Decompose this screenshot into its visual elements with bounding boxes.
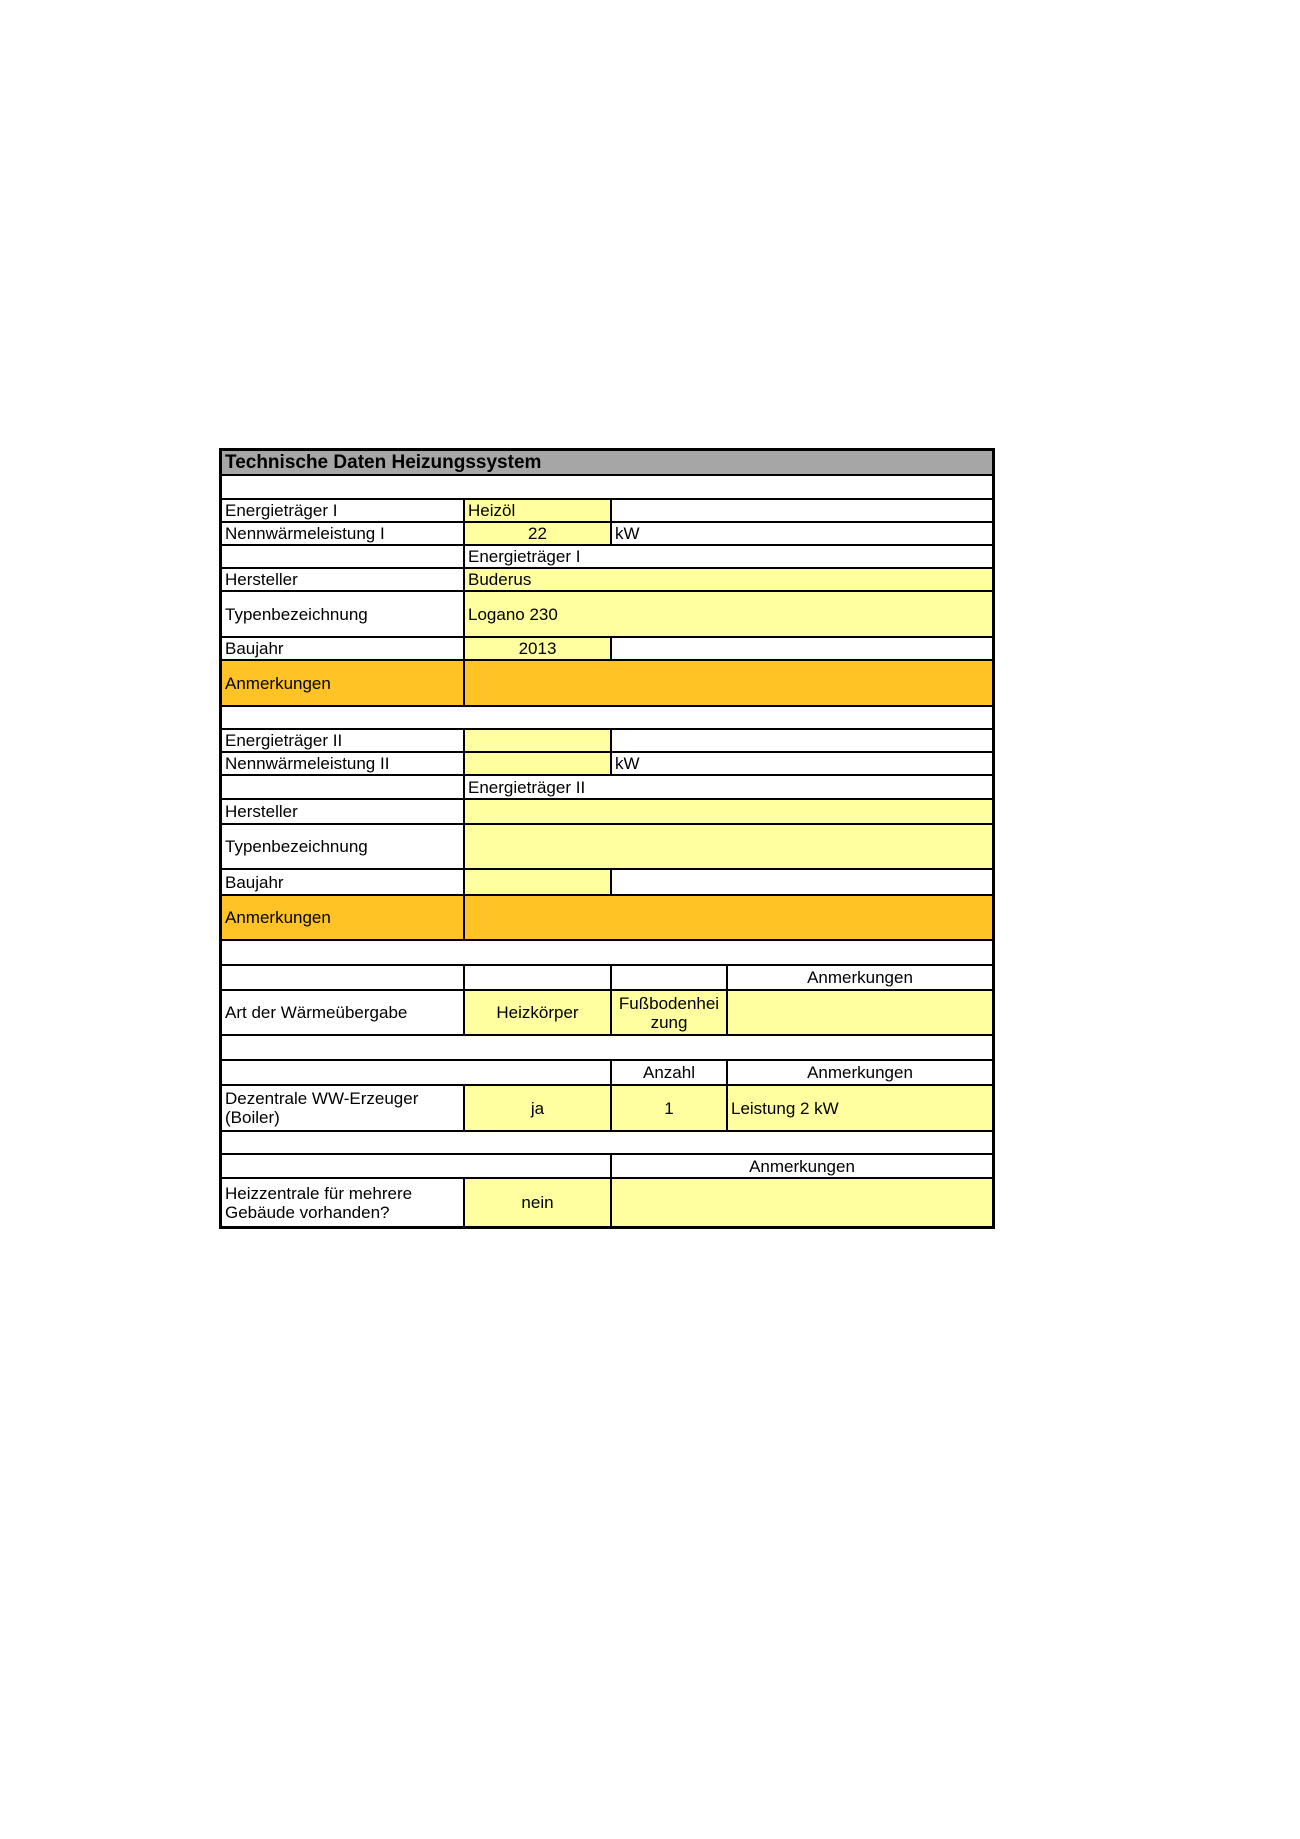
- energietraeger-2-field[interactable]: [464, 729, 611, 752]
- anmerkungen-2-field[interactable]: [464, 895, 993, 940]
- blank-cell: [464, 965, 611, 990]
- typ-2-label: Typenbezeichnung: [221, 824, 464, 869]
- typ-1-field[interactable]: Logano 230: [464, 591, 993, 637]
- blank-cell: [221, 775, 464, 799]
- waermeuebergabe-anmerkungen-field[interactable]: [727, 990, 993, 1035]
- ww-anzahl-header: Anzahl: [611, 1060, 727, 1085]
- baujahr-1-field[interactable]: 2013: [464, 637, 611, 660]
- ww-erzeuger-field[interactable]: ja: [464, 1085, 611, 1131]
- energietraeger-1-label: Energieträger I: [221, 499, 464, 522]
- anmerkungen-1-label: Anmerkungen: [221, 660, 464, 706]
- waermeuebergabe-option-fussbodenheizung[interactable]: Fußbodenhei zung: [611, 990, 727, 1035]
- typ-1-label: Typenbezeichnung: [221, 591, 464, 637]
- blank-cell: [221, 1060, 611, 1085]
- blank-cell: [611, 637, 993, 660]
- heizzentrale-field[interactable]: nein: [464, 1178, 611, 1227]
- baujahr-2-label: Baujahr: [221, 869, 464, 895]
- spacer-row: [221, 706, 993, 729]
- anmerkungen-1-field[interactable]: [464, 660, 993, 706]
- spacer-row: [221, 1035, 993, 1060]
- energietraeger-2-subheader: Energieträger II: [464, 775, 993, 799]
- ww-anmerkungen-header: Anmerkungen: [727, 1060, 993, 1085]
- energietraeger-1-subheader: Energieträger I: [464, 545, 993, 568]
- baujahr-2-field[interactable]: [464, 869, 611, 895]
- waermeuebergabe-anmerkungen-header: Anmerkungen: [727, 965, 993, 990]
- energietraeger-1-field[interactable]: Heizöl: [464, 499, 611, 522]
- ww-anmerkungen-field[interactable]: Leistung 2 kW: [727, 1085, 993, 1131]
- spacer-row: [221, 1131, 993, 1154]
- hersteller-2-label: Hersteller: [221, 799, 464, 824]
- ww-erzeuger-label: Dezentrale WW-Erzeuger (Boiler): [221, 1085, 464, 1131]
- energietraeger-2-label: Energieträger II: [221, 729, 464, 752]
- blank-cell: [221, 1154, 611, 1178]
- blank-cell: [611, 869, 993, 895]
- sheet-title: Technische Daten Heizungssystem: [221, 450, 993, 475]
- waermeuebergabe-label: Art der Wärmeübergabe: [221, 990, 464, 1035]
- hersteller-1-label: Hersteller: [221, 568, 464, 591]
- leistung-1-field[interactable]: 22: [464, 522, 611, 545]
- anmerkungen-2-label: Anmerkungen: [221, 895, 464, 940]
- blank-cell: [221, 545, 464, 568]
- leistung-1-unit: kW: [611, 522, 993, 545]
- waermeuebergabe-option-heizkoerper[interactable]: Heizkörper: [464, 990, 611, 1035]
- spacer-row: [221, 940, 993, 965]
- typ-2-field[interactable]: [464, 824, 993, 869]
- baujahr-1-label: Baujahr: [221, 637, 464, 660]
- heizzentrale-anmerkungen-header: Anmerkungen: [611, 1154, 993, 1178]
- leistung-1-label: Nennwärmeleistung I: [221, 522, 464, 545]
- leistung-2-label: Nennwärmeleistung II: [221, 752, 464, 775]
- hersteller-2-field[interactable]: [464, 799, 993, 824]
- blank-cell: [611, 499, 993, 522]
- blank-cell: [611, 729, 993, 752]
- blank-cell: [611, 965, 727, 990]
- spacer-row: [221, 475, 993, 499]
- hersteller-1-field[interactable]: Buderus: [464, 568, 993, 591]
- ww-anzahl-field[interactable]: 1: [611, 1085, 727, 1131]
- heizzentrale-label: Heizzentrale für mehrere Gebäude vorhanden?: [221, 1178, 464, 1227]
- heizzentrale-anmerkungen-field[interactable]: [611, 1178, 993, 1227]
- leistung-2-field[interactable]: [464, 752, 611, 775]
- blank-cell: [221, 965, 464, 990]
- heating-system-sheet: [219, 448, 995, 1229]
- leistung-2-unit: kW: [611, 752, 993, 775]
